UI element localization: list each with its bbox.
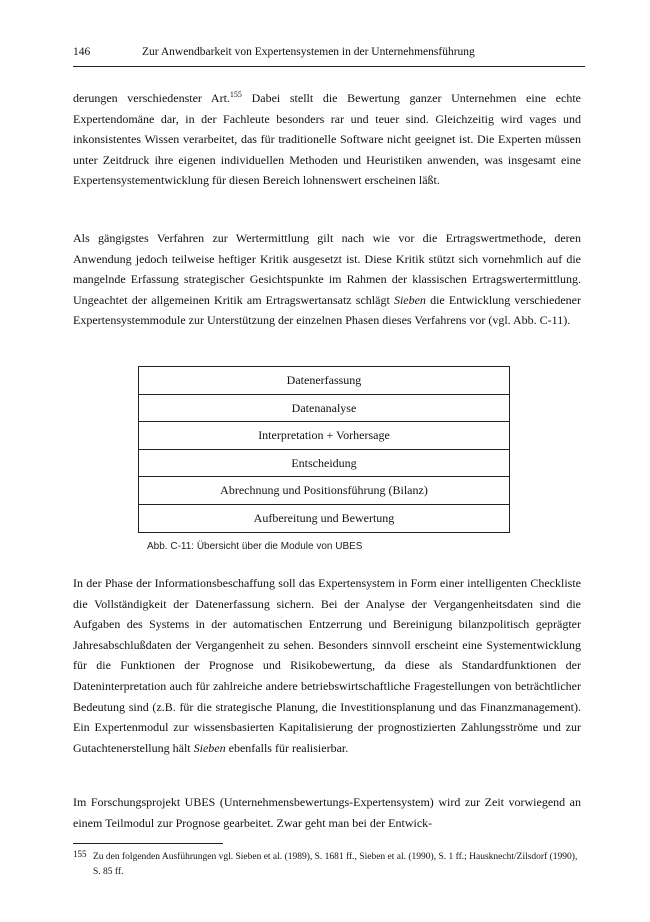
footnote: [73, 850, 581, 880]
footnote-marker: 155: [73, 849, 87, 859]
module-row: Aufbereitung und Bewertung: [253, 510, 395, 525]
paragraph-3-text-b: ebenfalls für realisierbar.: [225, 740, 349, 755]
module-row: Abrechnung und Positionsführung (Bilanz): [139, 477, 509, 505]
paragraph-4-text-a: Im Forschungsprojekt UBES (Unternehmensbewertungs-Expertensystem) wird zur Zeit vorwiegend an einem Teilmodul zur Prognose gearbeitet. Zwar geht man bei der Entwick-: [73, 795, 581, 830]
page-header: [73, 44, 585, 67]
paragraph-2-text-b: die Entwicklung verschiedener Expertensystemmodule zur Unterstützung der einzelnen Phasen dieses Verfahrens vor (vgl. Abb. C-11).: [73, 292, 581, 328]
figure-caption: Abb. C-11: Übersicht über die Module von UBES: [147, 541, 363, 552]
footnote-text: Zu den folgenden Ausführungen vgl. Sieben et al. (1989), S. 1681 ff., Sieben et al. (1990), S. 1 ff.; Hausknecht/Zilsdorf (1990), S. 85 ff.: [93, 852, 578, 877]
running-title: Zur Anwendbarkeit von Expertensystemen in der Unternehmensführung: [142, 46, 475, 58]
paragraph-1-text-a: derungen verschiedenster Art.: [73, 91, 230, 105]
paragraph-1-text-b: Dabei stellt die Bewertung ganzer Unternehmen eine echte Expertendomäne dar, in der Fachleute besonders rar und teuer sind. Gleichzeitig wird vages und inkonsistentes Wissen verarbeitet, das für traditionelle Software nicht geeignet ist. Die Experten müssen unter Zeitdruck ihre eigenen individuellen Methoden und Heuristiken anwenden, was insgesamt eine Expertensystementwicklung für diesen Bereich lohnenswert erscheinen läßt.: [73, 91, 581, 188]
module-row: Interpretation + Vorhersage: [139, 422, 509, 450]
paragraph-4: [73, 792, 581, 833]
paragraph-2-text-a: Als gängigstes Verfahren zur Wertermittlung gilt nach wie vor die Ertragswertmethode, deren Anwendung jedoch teilweise heftiger Kritik ausgesetzt ist. Diese Kritik stützt sich vornehmlich auf die mangelnde Erfassung strategischer Gesichtspunkte im Rahmen der klassischen Ertragswertermittlung. Ungeachtet der allgemeinen Kritik am Ertragswertansatz schlägt: [73, 231, 581, 307]
footnote-divider: [73, 843, 223, 844]
paragraph-3-text-a: In der Phase der Informationsbeschaffung soll das Expertensystem in Form einer intelligenten Checkliste die Vollständigkeit der Datenerfassung sichern. Bei der Analyse der Vergangenheitsdaten sind die Aufgaben des Systems in der automatischen Entzerrung und Bereinigung bilanzpolitisch geprägter Jahresabschlußdaten der Vergangenheit zu sehen. Besonders sinnvoll erscheint eine Systementwicklung für die Funktionen der Prognose und Risikobewertung, da diese als Standardfunktionen der Dateninterpretation auch für zahlreiche andere betriebswirtschaftliche Fragestellungen von beträchtlicher Bedeutung sind (z.B. für die strategische Planung, die Investitionsplanung und das Finanzmanagement). Ein Expertenmodul zur wissensbasierten Kapitalisierung der prognostizierten Zahlungsströme und zur Gutachtenerstellung hält: [73, 576, 581, 755]
module-row: Datenanalyse: [139, 395, 509, 423]
author-name: Sieben: [393, 292, 426, 307]
paragraph-2: [73, 228, 581, 331]
paragraph-1: [73, 88, 581, 191]
module-row: Entscheidung: [139, 450, 509, 478]
footnote-reference[interactable]: 155: [229, 90, 242, 99]
page-number: 146: [73, 46, 91, 58]
paragraph-3: [73, 573, 581, 758]
module-row: Datenerfassung: [139, 367, 509, 395]
module-overview-figure: [138, 366, 510, 533]
author-name: Sieben: [193, 740, 226, 755]
